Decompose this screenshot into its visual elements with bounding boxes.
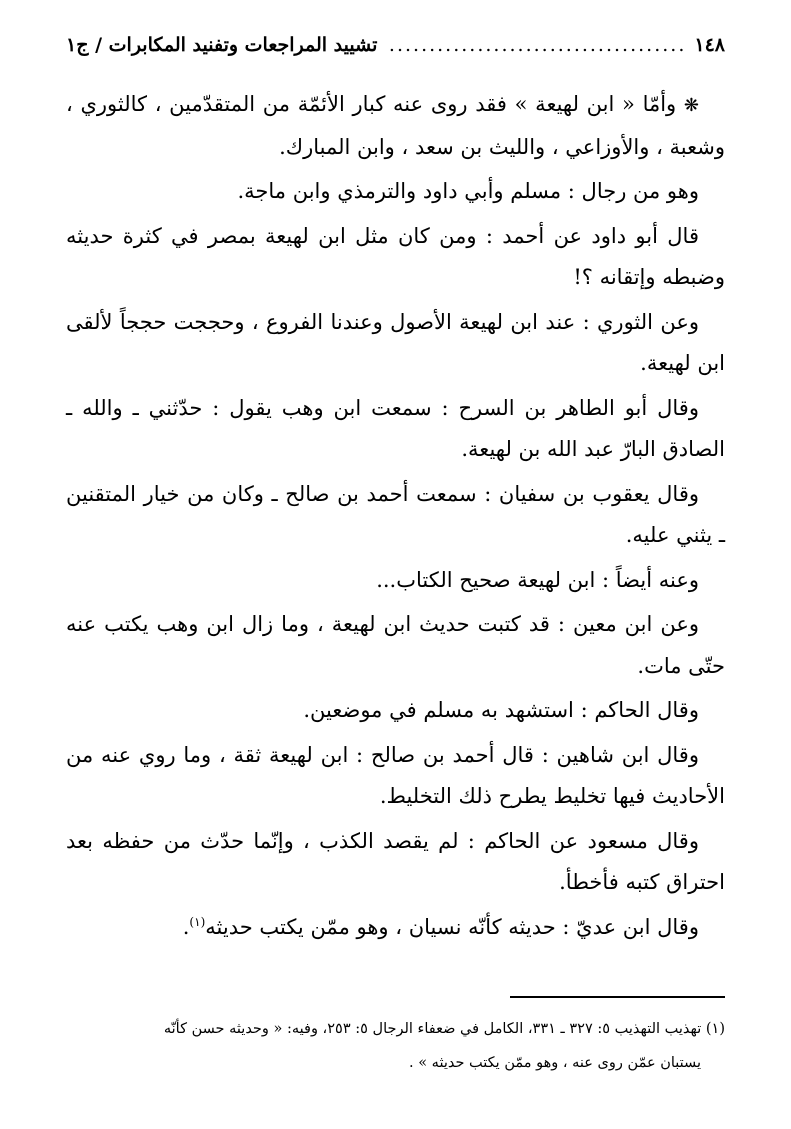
- header-dots: .....................................: [388, 34, 687, 56]
- paragraph: وقال أبو الطاهر بن السرح : سمعت ابن وهب يقول : حدّثني ـ والله ـ الصادق البارّ عبد الله بن لهيعة.: [66, 395, 725, 461]
- paragraph: وقال يعقوب بن سفيان : سمعت أحمد بن صالح ـ وكان من خيار المتقنين ـ يثني عليه.: [66, 481, 725, 547]
- paragraph: وقال الحاكم : استشهد به مسلم في موضعين.: [303, 698, 699, 722]
- paragraph: وقال ابن عديّ : حديثه كأنّه نسيان ، وهو ممّن يكتب حديثه$^{(١)}$.: [182, 914, 699, 939]
- page-body: [66, 84, 725, 951]
- footnote-ref[interactable]: (١): [189, 914, 206, 929]
- paragraph: قال أبو داود عن أحمد : ومن كان مثل ابن لهيعة بمصر في كثرة حديثه وضبطه وإتقانه ؟!: [66, 223, 725, 289]
- footnote-line: يستبان عمّن روى عنه ، وهو ممّن يكتب حديثه » .: [408, 1055, 701, 1071]
- page-number: ١٤٨: [694, 34, 725, 56]
- footnote: [66, 1012, 725, 1080]
- asterism-icon: ❋: [683, 95, 699, 116]
- footnote-divider: [510, 996, 725, 998]
- paragraph: وعن الثوري : عند ابن لهيعة الأصول وعندنا الفروع ، وحججت حججاً لألقى ابن لهيعة.: [66, 309, 725, 375]
- footnote-line: (١) تهذيب التهذيب ٥: ٣٢٧ ـ ٣٣١، الكامل في ضعفاء الرجال ٥: ٢٥٣، وفيه: « وحديثه حسن كأنّه: [163, 1021, 725, 1037]
- paragraph: وهو من رجال : مسلم وأبي داود والترمذي وابن ماجة.: [237, 179, 699, 203]
- paragraph: وعن ابن معين : قد كتبت حديث ابن لهيعة ، وما زال ابن وهب يكتب عنه حتّى مات.: [66, 612, 725, 678]
- page-header: [66, 28, 725, 62]
- paragraph: وعنه أيضاً : ابن لهيعة صحيح الكتاب...: [376, 567, 699, 592]
- paragraph: وقال ابن شاهين : قال أحمد بن صالح : ابن لهيعة ثقة ، وما روي عنه من الأحاديث فيها تخليط يطرح ذلك التخليط.: [66, 742, 725, 808]
- paragraph: ❋ وأمّا « ابن لهيعة » فقد روى عنه كبار الأئمّة من المتقدّمين ، كالثوري ، وشعبة ، والأوزاعي ، والليث بن سعد ، وابن المبارك.: [66, 92, 725, 159]
- running-title: تشييد المراجعات وتفنيد المكابرات / ج١: [66, 34, 378, 56]
- paragraph: وقال مسعود عن الحاكم : لم يقصد الكذب ، وإنّما حدّث من حفظه بعد احتراق كتبه فأخطأ.: [66, 828, 725, 894]
